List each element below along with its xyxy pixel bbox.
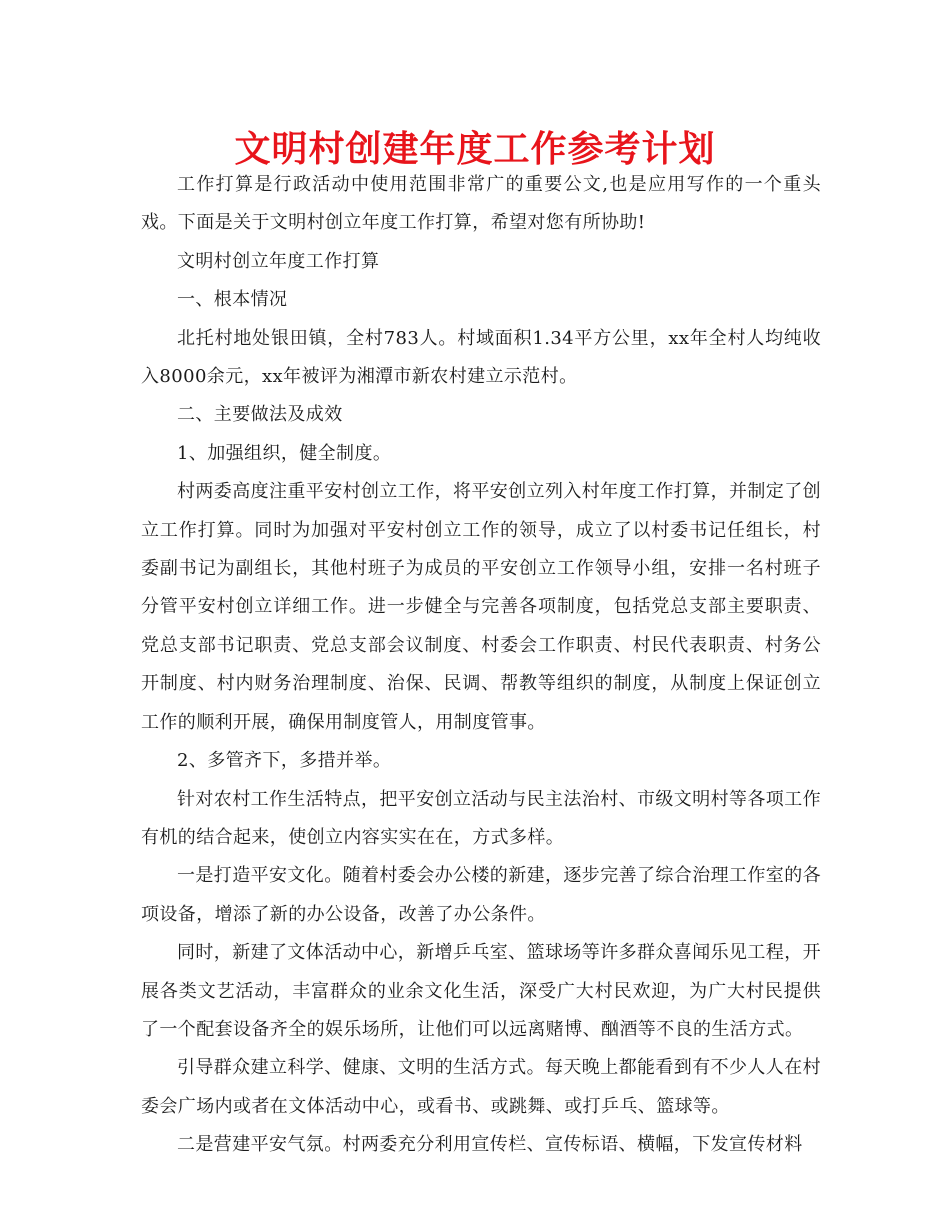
plan-heading: 文明村创立年度工作打算 xyxy=(177,250,380,272)
intro-paragraph: 工作打算是行政活动中使用范围非常广的重要公文,也是应用写作的一个重头戏。下面是关于文明村创立年度工作打算，希望对您有所协助! xyxy=(141,174,821,234)
measures-paragraph: 针对农村工作生活特点，把平安创立活动与民主法治村、市级文明村等各项工作有机的结合起来，使创立内容实实在在，方式多样。 xyxy=(141,788,821,848)
document-body xyxy=(141,166,821,1165)
document-title: 文明村创建年度工作参考计划 xyxy=(234,129,716,170)
lifestyle-paragraph: 引导群众建立科学、健康、文明的生活方式。每天晚上都能看到有不少人人在村委会广场内或者在文体活动中心，或看书、或跳舞、或打乒乓、篮球等。 xyxy=(141,1057,821,1117)
section-heading-basic-situation: 一、根本情况 xyxy=(177,289,288,311)
section-heading-main-practices: 二、主要做法及成效 xyxy=(177,404,343,426)
organization-paragraph: 村两委高度注重平安村创立工作，将平安创立列入村年度工作打算，并制定了创立工作打算。同时为加强对平安村创立工作的领导，成立了以村委书记任组长，村委副书记为副组长，其他村班子为成员的平安创立工作领导小组，安排一名村班子分管平安村创立详细工作。进一步健全与完善各项制度，包括党总支部主要职责、党总支部书记职责、党总支部会议制度、村委会工作职责、村民代表职责、村务公开制度、村内财务治理制度、治保、民调、帮教等组织的制度，从制度上保证创立工作的顺利开展，确保用制度管人，用制度管事。 xyxy=(141,481,821,733)
activity-center-paragraph: 同时，新建了文体活动中心，新增乒乓室、篮球场等许多群众喜闻乐见工程，开展各类文艺活动，丰富群众的业余文化生活，深受广大村民欢迎，为广大村民提供了一个配套设备齐全的娱乐场所，让他们可以远离赌博、酗酒等不良的生活方式。 xyxy=(141,942,821,1040)
safety-culture-paragraph: 一是打造平安文化。随着村委会办公楼的新建，逐步完善了综合治理工作室的各项设备，增添了新的办公设备，改善了办公条件。 xyxy=(141,865,821,925)
atmosphere-paragraph: 二是营建平安气氛。村两委充分利用宣传栏、宣传标语、横幅，下发宣传材料 xyxy=(177,1134,803,1156)
subheading-multiple-measures: 2、多管齐下，多措并举。 xyxy=(177,750,392,772)
village-overview-paragraph: 北托村地处银田镇，全村783人。村域面积1.34平方公里，xx年全村人均纯收入8000余元，xx年被评为湘潭市新农村建立示范村。 xyxy=(141,327,821,388)
subheading-organization: 1、加强组织，健全制度。 xyxy=(177,442,392,464)
